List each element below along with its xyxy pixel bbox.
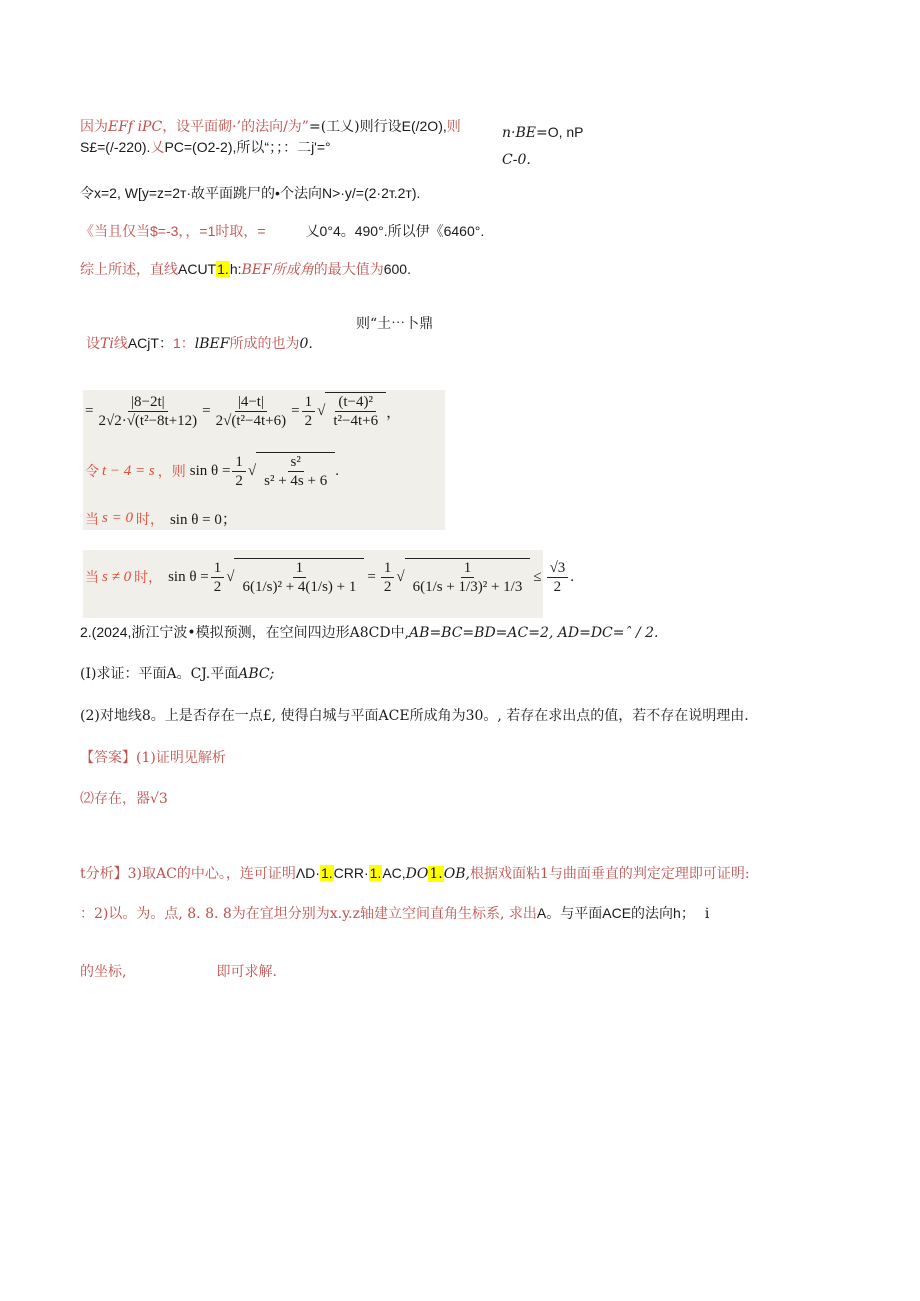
denominator: 2√2·√(t²−8t+12) (98, 412, 198, 429)
fraction-3 (330, 393, 381, 430)
text-span: A。与平面ACE的法向h； (536, 905, 695, 921)
text-span: AC, (382, 865, 406, 881)
text-span: ΛD· (295, 865, 320, 881)
sqrt-symbol: √ (247, 462, 257, 479)
equals-sign: = (85, 402, 94, 419)
solution-line-6 (86, 333, 313, 354)
when-suffix: 时， (135, 511, 164, 528)
text-span: BEF所成角 (241, 262, 314, 278)
text-span: =(工乂)则行设 (308, 119, 402, 135)
formula-row-4 (85, 558, 574, 596)
fraction-4 (261, 453, 330, 490)
numerator: 1 (302, 393, 316, 412)
numerator: 1 (211, 559, 225, 578)
let-label: 令 (85, 464, 99, 480)
sqrt-symbol: √ (317, 402, 326, 419)
fraction-half (232, 453, 246, 490)
sqrt-body (325, 392, 386, 430)
text-span: 设 (86, 336, 100, 352)
text-span: 线 (113, 336, 128, 352)
numerator: 1 (461, 559, 475, 578)
numerator: 1 (232, 453, 246, 472)
sqrt-body (234, 558, 364, 596)
text-span: 因为 (80, 119, 108, 135)
fraction-result (547, 559, 569, 596)
text-span: 乂0°4。490°.所以伊《6460°. (305, 223, 485, 239)
text-span: ，设平面砌·’的法向/为” (162, 119, 309, 135)
fraction-half (381, 559, 395, 596)
text-span: Ti (100, 336, 114, 352)
text-span: 600. (383, 261, 411, 277)
condition: s ≠ 0 (102, 568, 132, 585)
denominator: 2√(t²−4t+6) (215, 412, 287, 429)
denominator: 2 (383, 578, 392, 595)
text-span: h: (229, 261, 242, 277)
text-span: ABC; (238, 666, 275, 682)
text-span: AB=BC=BD=AC=2, AD=DC=ˆ / 2. (409, 625, 659, 641)
text-span: 综上所述，直线 (80, 262, 178, 278)
sqrt-body (405, 558, 531, 596)
highlight-mark: 1. (217, 261, 229, 277)
text-span: O, nP (547, 124, 584, 140)
answer-line-1 (80, 748, 226, 768)
text-span: 《当且仅当$=-3，，=1时取，= (80, 223, 266, 239)
formula-row-3 (85, 508, 237, 529)
text-span: C-0. (502, 152, 531, 168)
denominator: 6(1/s)² + 4(1/s) + 1 (242, 579, 357, 595)
when-suffix: 时， (134, 570, 163, 586)
analysis-line-2 (80, 903, 709, 924)
text-span: (1)证明见解析 (136, 750, 226, 766)
formula-row-2 (85, 452, 339, 490)
numerator: |4−t| (235, 393, 267, 412)
sqrt-body (256, 452, 335, 490)
text-span: ACUT (178, 261, 217, 277)
text-span: ⑵存在，器√3 (80, 791, 168, 807)
text-span: DO (405, 866, 429, 882)
text-span: OB, (443, 866, 470, 882)
fraction-1 (95, 393, 200, 430)
equals-sign: = (291, 402, 300, 419)
text-span: n·BE= (502, 125, 548, 141)
text-span: CRR· (333, 865, 369, 881)
text-span: (I)求证：平面A。CJ.平面 (80, 666, 239, 682)
denominator: 2 (304, 412, 313, 429)
sqrt-symbol: √ (396, 568, 405, 585)
text-span: E(/2O), (401, 118, 447, 134)
problem-statement (80, 622, 658, 643)
solution-line-4 (80, 221, 484, 241)
solution-line-5 (80, 259, 411, 280)
text-span: PC=(O2-2), (164, 139, 237, 155)
text-span: 令x=2, W[y=z=2т·故平面跳尸的•个法向N>·y/=(2·2т.2т). (80, 185, 421, 201)
text-span: 乂 (150, 139, 165, 155)
text-span: 的最大值为 (313, 262, 384, 278)
sin-theta: sin θ = (189, 462, 231, 479)
side-note-1 (502, 122, 584, 143)
when-label: 当 (85, 570, 99, 586)
fraction-6 (410, 559, 526, 596)
highlight-mark: 1. (429, 866, 443, 882)
highlight-mark: 1. (320, 865, 333, 881)
let-expression: t − 4 = s (102, 462, 155, 479)
period: . (570, 568, 575, 585)
comma: ， (386, 404, 402, 421)
period: . (335, 462, 339, 479)
text-span: 则“土⋯卜鼎 (356, 316, 434, 332)
denominator: 2 (213, 578, 222, 595)
question-2 (80, 706, 749, 726)
text-span: i (704, 906, 710, 922)
fraction-2 (213, 393, 289, 430)
result: sin θ = 0； (169, 512, 237, 528)
text-span: 0. (299, 336, 313, 352)
solution-line-1 (80, 116, 461, 137)
denominator: 2 (553, 578, 562, 595)
formula-image-1 (83, 390, 445, 530)
question-1 (80, 664, 274, 684)
text-span: lBEF (194, 336, 230, 352)
fraction-5 (239, 559, 359, 596)
formula-row-1 (85, 392, 401, 430)
numerator: s² (288, 453, 304, 472)
answer-label: 【答案】 (80, 750, 136, 766)
text-span: 即可求解. (216, 964, 277, 980)
analysis-line-1 (80, 863, 750, 884)
text-span: S£=(/-220). (80, 139, 151, 155)
side-note-2 (502, 150, 531, 170)
numerator: (t−4)² (335, 393, 376, 412)
sqrt-symbol: √ (226, 568, 235, 585)
center-title (356, 314, 433, 334)
denominator: 2 (235, 472, 243, 489)
numerator: √3 (547, 559, 569, 578)
sin-theta: sin θ = (168, 568, 209, 585)
fraction-half (211, 559, 225, 596)
numerator: 1 (293, 559, 307, 578)
when-label: 当 (85, 511, 99, 528)
fraction-half (302, 393, 316, 430)
answer-line-2 (80, 789, 168, 809)
solution-line-3 (80, 183, 420, 203)
text-span: 根据戏面粘1与曲面垂直的判定定理即可证明: (469, 866, 750, 882)
highlight-mark: 1. (369, 865, 382, 881)
analysis-line-3 (80, 962, 277, 982)
text-span: 所成的也为 (229, 336, 300, 352)
less-equal-sign: ≤ (533, 568, 542, 585)
text-span: ：2)以。为。点, 8. 8. 8为在宜坦分别为x.y.z轴建立空间直角生标系, 求出 (80, 906, 537, 922)
equals-sign: = (202, 402, 211, 419)
numerator: |8−2t| (128, 393, 168, 412)
text-span: t分析】3)取AC的中心。，连可证明 (80, 866, 296, 882)
solution-line-2 (80, 137, 331, 157)
numerator: 1 (381, 559, 395, 578)
text-span: ACjT： (127, 335, 173, 351)
formula-image-2 (83, 550, 575, 618)
equals-sign: = (367, 568, 376, 585)
denominator: 6(1/s + 1/3)² + 1/3 (412, 579, 523, 595)
condition: s = 0 (102, 510, 133, 526)
text-span: 的坐标, (80, 964, 127, 980)
then-label: ，则 (157, 464, 186, 480)
text-span: 2.(2024, (80, 624, 132, 640)
text-span: 则 (446, 119, 461, 135)
text-span: 浙江宁波•模拟预测，在空间四边形A8CD中, (131, 625, 410, 641)
text-span: EFf iPC (108, 119, 163, 135)
denominator: t²−4t+6 (333, 413, 379, 429)
text-span: (2)对地线8。上是否存在一点£, 使得白城与平面ACE所成角为30。, 若存在求出点的值，若不存在说明理由. (80, 708, 749, 724)
text-span: 1： (172, 335, 195, 351)
denominator: s² + 4s + 6 (264, 473, 328, 489)
text-span: 所以“；；：二j'=° (236, 139, 331, 155)
